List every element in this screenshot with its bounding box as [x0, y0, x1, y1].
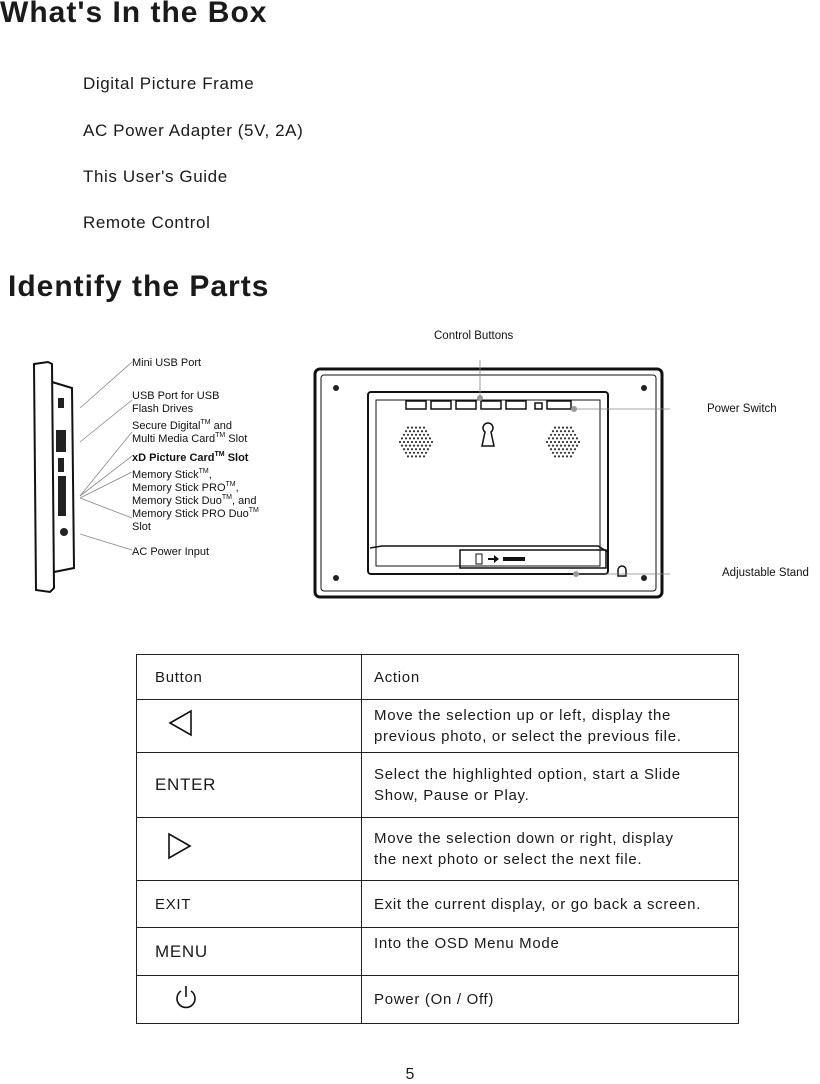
page-title-parts: Identify the Parts [8, 270, 270, 303]
table-row [137, 976, 739, 1024]
back-view-diagram [310, 360, 670, 604]
header-action: Action [362, 655, 739, 700]
box-item-guide: This User's Guide [83, 167, 228, 186]
label-xd-slot: xD Picture Card™ Slot [132, 451, 249, 464]
button-menu-label: MENU [155, 941, 208, 961]
right-triangle-icon [137, 831, 193, 867]
action-text: Into the OSD Menu Mode [374, 935, 560, 952]
label-usb-port: USB Port for USB Flash Drives [132, 390, 220, 415]
action-text: Select the highlighted option, start a Slide Show, Pause or Play. [374, 766, 681, 804]
side-view-diagram [28, 358, 138, 598]
action-text: Power (On / Off) [374, 991, 495, 1008]
button-exit-label: EXIT [155, 895, 192, 913]
label-sd-slot: Secure Digital™ and Multi Media Card™ Slot [132, 419, 248, 445]
wall-mount-hole [482, 423, 494, 446]
header-button: Button [137, 655, 362, 700]
speaker-grille-right [546, 427, 580, 458]
mini-usb-port [58, 398, 64, 408]
table-row [137, 700, 739, 753]
table-row [137, 818, 739, 881]
power-switch [547, 401, 571, 409]
left-triangle-icon [137, 708, 193, 744]
power-icon [137, 983, 199, 1017]
box-item-adapter: AC Power Adapter (5V, 2A) [83, 121, 304, 140]
page-title-box: What's In the Box [0, 0, 268, 29]
box-item-remote: Remote Control [83, 213, 211, 232]
ac-power-input [60, 528, 68, 536]
speaker-grille-left [399, 427, 433, 458]
table-row [137, 928, 739, 976]
frame-side-edge [34, 362, 54, 592]
control-buttons [406, 401, 571, 409]
label-mini-usb: Mini USB Port [132, 357, 202, 369]
label-adjustable-stand: Adjustable Stand [722, 567, 809, 579]
label-memory-stick-slot: Memory Stick™, Memory Stick PRO™, Memory Stick Duo™, and Memory Stick PRO Duo™ Slot [132, 468, 259, 533]
action-text: Move the selection up or left, display the previous photo, or select the previous file. [374, 707, 682, 745]
memory-stick-slot [58, 476, 66, 516]
sd-slot [58, 458, 64, 472]
action-text: Exit the current display, or go back a screen. [374, 895, 702, 913]
label-ac-power: AC Power Input [132, 546, 210, 558]
table-row [137, 753, 739, 818]
table-header-row [137, 655, 739, 700]
action-text: Move the selection down or right, display the next photo or select the next file. [374, 830, 674, 868]
usb-port [56, 430, 66, 452]
label-power-switch: Power Switch [707, 403, 777, 415]
page-number: 5 [405, 1066, 415, 1083]
table-row [137, 881, 739, 928]
button-enter-label: ENTER [155, 775, 217, 794]
button-action-table [136, 654, 739, 1024]
label-control-buttons: Control Buttons [434, 330, 514, 342]
box-item-frame: Digital Picture Frame [83, 74, 255, 93]
